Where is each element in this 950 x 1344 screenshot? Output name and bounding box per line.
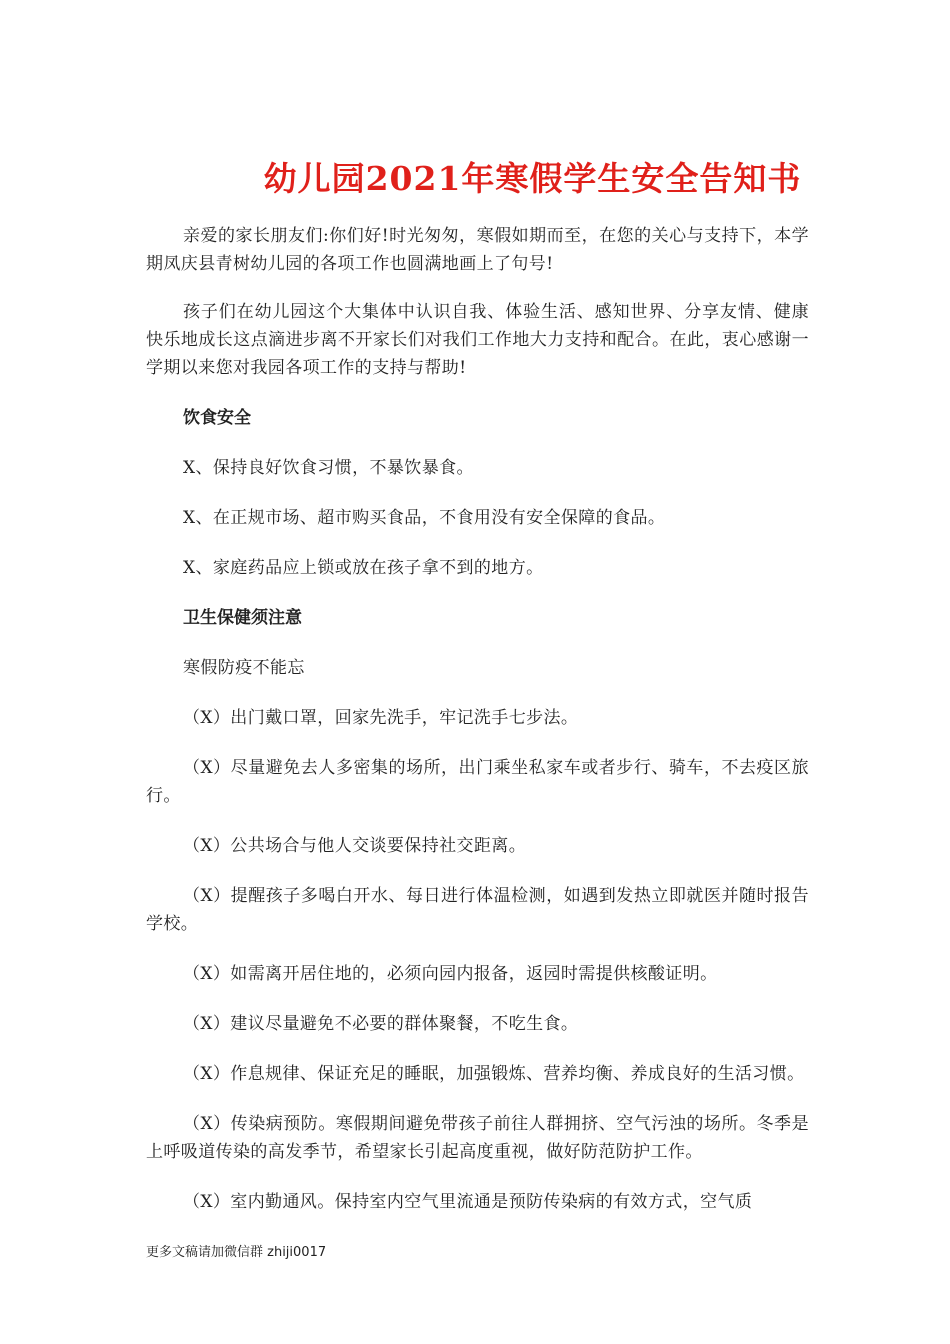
health-item: （X）传染病预防。寒假期间避免带孩子前往人群拥挤、空气污浊的场所。冬季是上呼吸道传染的高发季节，希望家长引起高度重视，做好防范防护工作。	[146, 1114, 809, 1162]
health-item: （X）如需离开居住地的，必须向园内报备，返园时需提供核酸证明。	[183, 964, 718, 984]
food-item: X、保持良好饮食习惯，不暴饮暴食。	[183, 458, 474, 478]
greeting-paragraph: 亲爱的家长朋友们:你们好!时光匆匆，寒假如期而至，在您的关心与支持下，本学期凤庆县青树幼儿园的各项工作也圆满地画上了句号!	[146, 226, 809, 274]
subheading-epidemic: 寒假防疫不能忘	[183, 658, 305, 678]
health-item: （X）建议尽量避免不必要的群体聚餐，不吃生食。	[183, 1014, 579, 1034]
section-heading-health: 卫生保健须注意	[183, 608, 302, 628]
health-item: （X）公共场合与他人交谈要保持社交距离。	[183, 836, 527, 856]
document-title: 幼儿园2021年寒假学生安全告知书	[263, 159, 802, 198]
health-item: （X）作息规律、保证充足的睡眠，加强锻炼、营养均衡、养成良好的生活习惯。	[183, 1064, 805, 1084]
food-item: X、在正规市场、超市购买食品，不食用没有安全保障的食品。	[183, 508, 666, 528]
page-footer: 更多文稿请加微信群 zhiji0017	[146, 1245, 327, 1260]
food-item: X、家庭药品应上锁或放在孩子拿不到的地方。	[183, 558, 544, 578]
section-heading-food-safety: 饮食安全	[183, 408, 251, 428]
health-item: （X）出门戴口罩，回家先洗手，牢记洗手七步法。	[183, 708, 579, 728]
health-item: （X）室内勤通风。保持室内空气里流通是预防传染病的有效方式，空气质	[183, 1192, 753, 1212]
document-body	[146, 222, 809, 1216]
health-item: （X）提醒孩子多喝白开水、每日进行体温检测，如遇到发热立即就医并随时报告学校。	[146, 886, 809, 934]
thanks-paragraph: 孩子们在幼儿园这个大集体中认识自我、体验生活、感知世界、分享友情、健康快乐地成长这点滴进步离不开家长们对我们工作地大力支持和配合。在此，衷心感谢一学期以来您对我园各项工作的支持与帮助!	[146, 302, 809, 378]
health-item: （X）尽量避免去人多密集的场所，出门乘坐私家车或者步行、骑车，不去疫区旅行。	[146, 758, 809, 806]
